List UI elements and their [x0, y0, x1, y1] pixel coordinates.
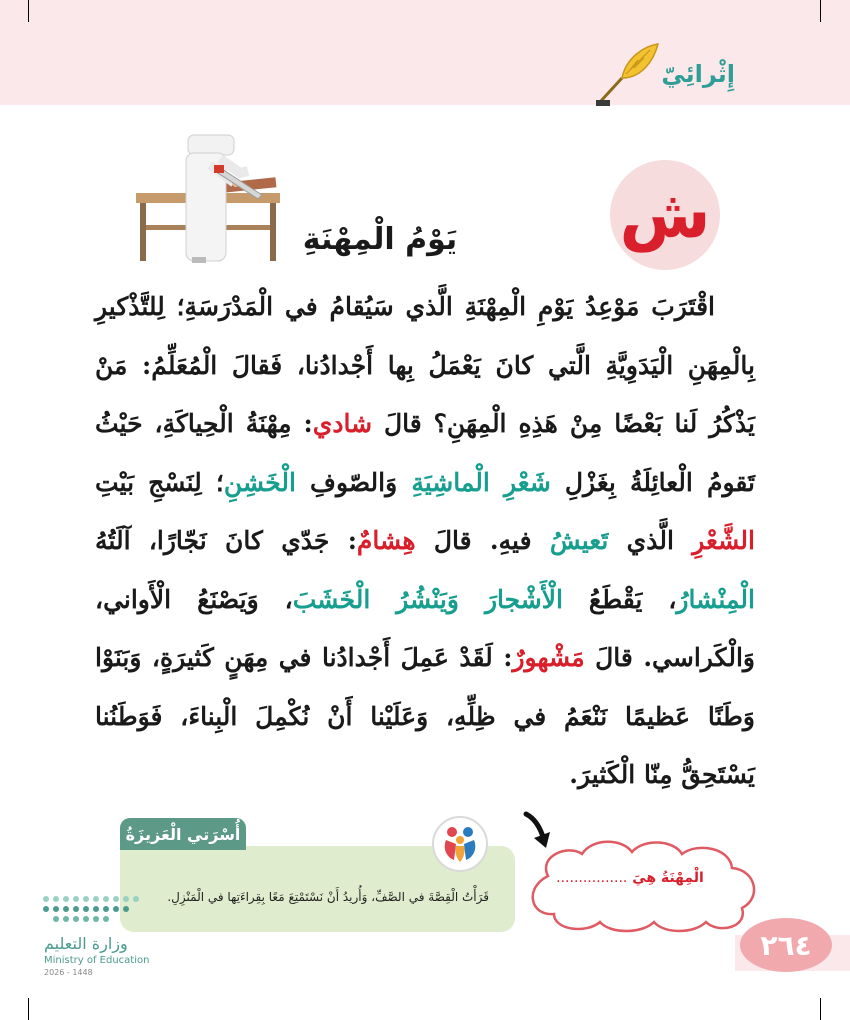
story-segment: : لَقَدْ عَمِلَ أَجْدادُنا في مِهَنٍ كَثيرَةٍ، وَبَنَوْا وَطَنًا عَظيمًا نَنْعَمُ في ظِلِّهِ، وَعَلَيْنا أَنْ نُكْمِلَ الْبِناءَ، فَوَطَنُنا يَسْتَحِقُّ مِنّا الْكَثيرَ.: [95, 643, 756, 789]
story-highlight-word: شَعْرِ الْماشِيَةِ: [411, 467, 551, 497]
golden-quill-icon: [592, 40, 662, 110]
story-segment: فيهِ. قالَ: [415, 526, 550, 555]
story-highlight-word: تَعيشُ: [549, 526, 609, 555]
story-highlight-word: الْمِنْشارُ: [676, 584, 755, 614]
story-segment: ، يَقْطَعُ: [562, 584, 677, 614]
story-highlight-name: هِشامٌ: [356, 526, 416, 555]
ministry-name-ar: وزارة التعليم: [44, 934, 128, 953]
ministry-logo-icon: [40, 893, 140, 929]
story-segment: [459, 585, 485, 614]
story-segment: الَّذي: [608, 526, 693, 555]
family-icon: [432, 816, 488, 872]
story-highlight-word: وَيَنْشُرُ الْخَشَبَ: [292, 584, 459, 614]
section-title: إِثْرائِيّ: [661, 60, 735, 88]
crop-mark: [820, 0, 821, 22]
story-segment: : جَدّي كانَ نَجّارًا، آلَتُهُ: [95, 526, 357, 555]
cloud-blank: ................: [556, 870, 628, 886]
story-highlight-name: شادي: [312, 409, 373, 438]
edition-year: 2026 - 1448: [44, 968, 93, 977]
page-number: ٢٦٤: [740, 918, 832, 972]
story-segment: : مِهْنَةُ الْحِياكَةِ، حَيْثُ تَقومُ الْعائِلَةُ بِغَزْلِ: [95, 409, 755, 497]
crop-mark: [28, 998, 29, 1020]
story-segment: ، وَيَصْنَعُ الْأَواني، وَالْكَراسي. قالَ: [95, 584, 755, 672]
story-highlight-word: الْخَشِنِ: [223, 467, 296, 497]
crop-mark: [820, 998, 821, 1020]
letter-badge: ش: [610, 160, 720, 270]
story-highlight-name: مَشْهورٌ: [512, 643, 585, 672]
story-segment: وَالصّوفِ: [295, 467, 412, 497]
header-band: [0, 0, 850, 105]
crop-mark: [28, 0, 29, 22]
cloud-prompt-label: الْمِهْنَةُ هِيَ: [632, 870, 704, 886]
story-segment: اقْتَرَبَ مَوْعِدُ يَوْمِ الْمِهْنَةِ الَّذي سَيُقامُ في الْمَدْرَسَةِ؛ لِلتَّذْكيرِ بِالْمِهَنِ الْيَدَوِيَّةِ الَّتي كانَ يَعْمَلُ بِها أَجْدادُنا، فَقالَ الْمُعَلِّمُ: مَنْ يَذْكُرُ لَنا بَعْضًا مِنْ هَذِهِ الْمِهَنِ؟ قالَ: [95, 292, 755, 438]
family-note-text: قَرَأْتُ الْقِصَّةَ في الصَّفِّ، وَأُريدُ أَنْ نَسْتَمْتِعَ مَعًا بِقِراءَتِها في الْمَنْزِلِ.: [167, 890, 489, 904]
family-note-tab: أُسْرَتي الْعَزيزَةُ: [120, 818, 246, 850]
cloud-prompt: [540, 870, 720, 886]
story-highlight-word: الشَّعْرِ: [692, 526, 755, 555]
story-segment: ؛ لِنَسْجِ بَيْتِ: [95, 467, 224, 497]
story-highlight-word: الْأَشْجارَ: [484, 584, 563, 614]
story-body: [95, 278, 755, 805]
story-title: يَوْمُ الْمِهْنَةِ: [302, 222, 458, 257]
ministry-name-en: Ministry of Education: [44, 955, 150, 966]
